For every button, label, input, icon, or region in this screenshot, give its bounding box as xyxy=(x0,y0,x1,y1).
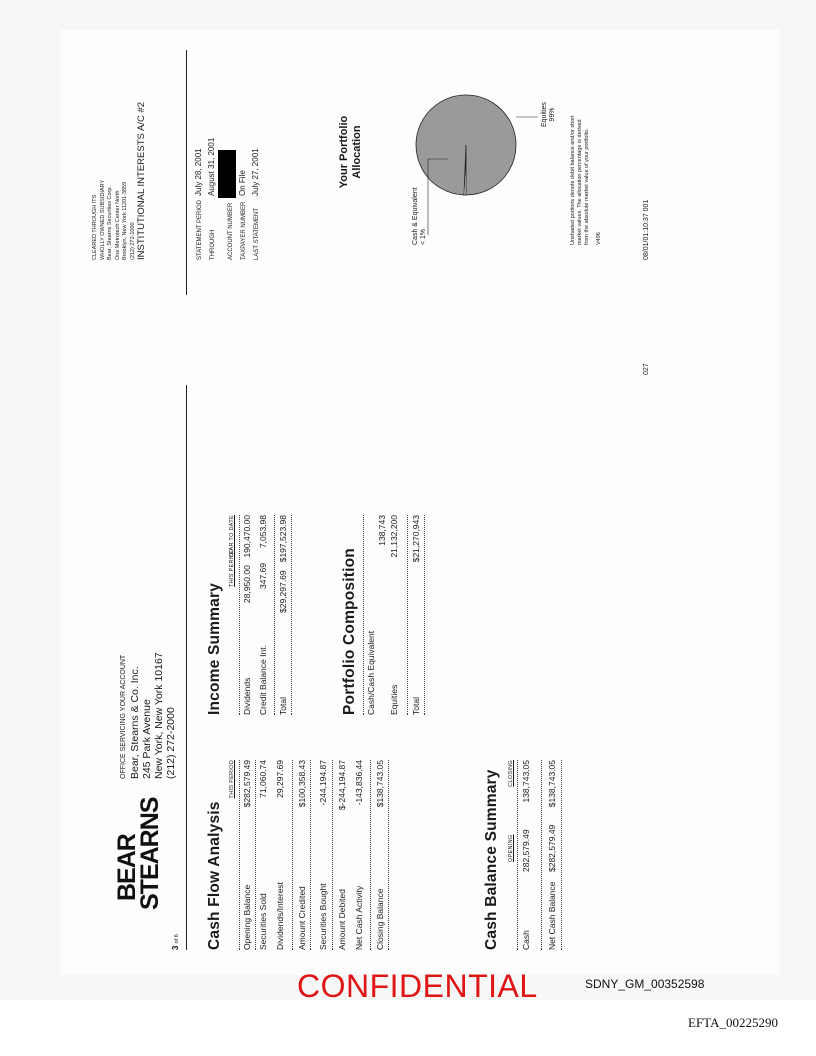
bates-number: SDNY_GM_00352598 xyxy=(585,977,705,991)
footer-timestamp: 08/01/01:10:37 001 xyxy=(643,199,650,260)
allocation-pie-chart xyxy=(366,65,556,245)
cash-flow-title: Cash Flow Analysis xyxy=(206,801,223,950)
page-indicator: 3 of 6 xyxy=(171,934,180,950)
efta-number: EFTA_00225290 xyxy=(688,1015,778,1030)
income-title: Income Summary xyxy=(206,582,223,715)
income-row: Total $29,297.69 $197,523.98 xyxy=(278,515,288,715)
income-summary: Income Summary THIS PERIOD YEAR TO DATE Dividends 28,950.00 190,470.00 Credit Balance Int. 347.69 7,053.98 Total $29,297.69 $197,523.98 xyxy=(206,515,316,715)
cash-flow-row: Securities Sold 71,060.74 xyxy=(258,760,268,950)
portfolio-allocation xyxy=(338,55,638,245)
cash-flow-row: Net Cash Activity -143,836.44 xyxy=(354,760,364,950)
clearing-info: CLEARED THROUGH ITS WHOLLY OWNED SUBSIDIARY Bear, Stearns Securities Corp. One Metrotech Center North Brooklyn, New York 11201-3859 (212) 272-1000 INSTITUTIONAL INTERESTS A/C #2 xyxy=(92,101,147,260)
cash-flow-row: Amount Debited $-244,194.87 xyxy=(337,760,347,950)
redaction-box xyxy=(218,150,236,198)
portfolio-row: Equities 21,132,200 xyxy=(389,515,399,715)
allocation-note: Unshaded portions denote debit balance and/or short market values. The allocation percentage is derived from the absolute market value of your portfolio. xyxy=(570,115,590,245)
cash-balance-row: Cash 282,579.49 138,743.05 xyxy=(521,760,531,950)
cash-flow-row: Amount Credited $100,358.43 xyxy=(297,760,307,950)
allocation-code: V496 xyxy=(596,232,602,245)
header-rule-right xyxy=(186,50,187,295)
cash-balance-row: Net Cash Balance $282,579.49 $138,743.05 xyxy=(547,760,557,950)
cash-flow-row: Closing Balance $138,743.05 xyxy=(375,760,385,950)
footer-page-code: 027 xyxy=(643,363,650,375)
pie-slice-equities xyxy=(416,95,516,195)
allocation-title: Your Portfolio Allocation xyxy=(338,115,363,189)
confidential-stamp: CONFIDENTIAL xyxy=(297,968,538,1004)
cash-slice-label: Cash & Equivalent < 1% xyxy=(412,187,427,245)
cash-balance-title: Cash Balance Summary xyxy=(483,769,500,950)
rotated-statement xyxy=(88,50,728,950)
income-row: Credit Balance Int. 347.69 7,053.98 xyxy=(258,515,268,715)
pie-slices xyxy=(416,95,516,195)
portfolio-title: Portfolio Composition xyxy=(341,548,358,715)
portfolio-composition xyxy=(341,515,451,715)
income-row: Dividends 28,950.00 190,470.00 xyxy=(242,515,252,715)
header-rule xyxy=(186,385,187,950)
account-name: INSTITUTIONAL INTERESTS A/C #2 xyxy=(136,101,147,260)
cash-flow-row: Dividends/Interest 29,297.69 xyxy=(275,760,285,950)
portfolio-row: Total $21,270,943 xyxy=(411,515,421,715)
statement-info: STATEMENT PERIODJuly 28, 2001 THROUGHAugust 31, 2001 ACCOUNT NUMBER TAXPAYER NUMBEROn File LAST STATEMENTJuly 27, 2001 xyxy=(194,137,260,260)
cash-flow-row: Opening Balance $282,579.49 xyxy=(242,760,252,950)
cash-balance-summary: Cash Balance Summary OPENING CLOSING Cash 282,579.49 138,743.05 Net Cash Balance $282,579.49 $138,743.05 xyxy=(483,760,593,950)
equities-slice-label: Equities 99% xyxy=(541,102,556,127)
cash-flow-analysis xyxy=(206,760,446,950)
cash-flow-col-head: THIS PERIOD xyxy=(229,760,235,799)
bear-stearns-logo: BEAR STEARNS xyxy=(113,797,164,910)
cash-flow-row: Securities Bought -244,194.87 xyxy=(318,760,328,950)
servicing-office: OFFICE SERVICING YOUR ACCOUNT Bear, Stearns & Co. Inc. 245 Park Avenue New York, New York 10167 (212) 272-2000 xyxy=(120,652,177,779)
portfolio-row: Cash/Cash Equivalent 138,743 xyxy=(366,515,387,715)
